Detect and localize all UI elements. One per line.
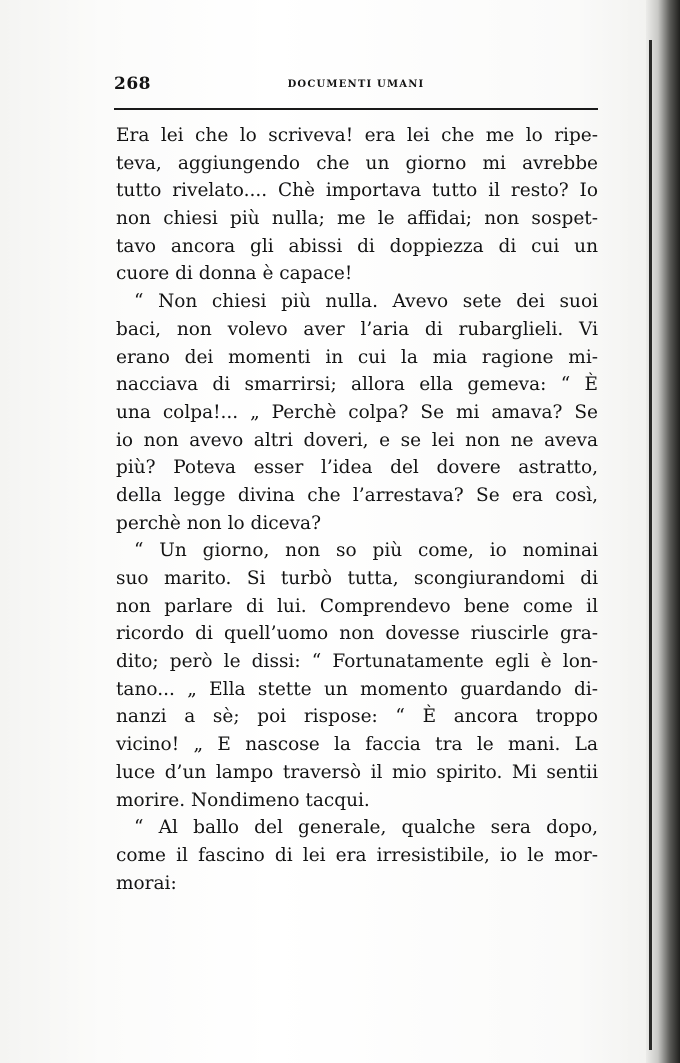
text-line: dito; però le dissi: “ Fortunatamente egli è lon- [116,651,598,673]
text-line: tano... „ Ella stette un momento guardando di- [116,678,598,700]
text-line: Era lei che lo scriveva! era lei che me lo ripe- [116,125,598,146]
page-number: 268 [114,74,151,94]
header-rule [114,108,598,110]
text-line: tutto rivelato.... Chè importava tutto il resto? Io [116,180,598,202]
text-line: cuore di donna è capace! [116,263,353,285]
text-line: morai: [116,872,177,894]
text-line: baci, non volevo aver l’aria di rubarglieli. Vi [116,318,598,340]
text-line: erano dei momenti in cui la mia ragione mi- [116,346,598,368]
text-line: come il fascino di lei era irresistibile, io le mor- [116,844,598,866]
text-line: nanzi a sè; poi rispose: “ È ancora troppo [116,706,598,728]
text-line: perchè non lo diceva? [116,512,321,534]
text-line: luce d’un lampo traversò il mio spirito. Mi sentii [116,761,598,783]
text-line: della legge divina che l’arrestava? Se era così, [116,484,598,506]
text-line: “ Al ballo del generale, qualche sera dopo, [134,817,598,839]
page-header [114,74,598,98]
text-line: “ Un giorno, non so più come, io nominai [134,540,598,562]
text-line: tavo ancora gli abissi di doppiezza di cui un [116,235,598,257]
text-line: suo marito. Si turbò tutta, scongiurandomi di [116,568,598,589]
binding-edge-line [649,40,652,1050]
text-line: morire. Nondimeno tacqui. [116,789,370,811]
text-body [116,122,598,897]
text-line: “ Non chiesi più nulla. Avevo sete dei suoi [134,291,598,313]
running-title: DOCUMENTI UMANI [287,79,425,90]
text-line: io non avevo altri doveri, e se lei non ne aveva [116,429,598,451]
text-line: non chiesi più nulla; me le affidai; non sospet- [116,208,598,230]
text-line: una colpa!... „ Perchè colpa? Se mi amava? Se [116,401,598,423]
text-line: teva, aggiungendo che un giorno mi avrebbe [116,152,598,174]
text-line: non parlare di lui. Comprendevo bene come il [116,595,598,617]
text-line: nacciava di smarrirsi; allora ella gemeva: “ È [116,374,598,396]
text-line: più? Poteva esser l’idea del dovere astratto, [116,457,598,479]
text-line: ricordo di quell’uomo non dovesse riuscirle gra- [116,623,598,645]
text-line: vicino! „ E nascose la faccia tra le mani. La [116,734,598,756]
